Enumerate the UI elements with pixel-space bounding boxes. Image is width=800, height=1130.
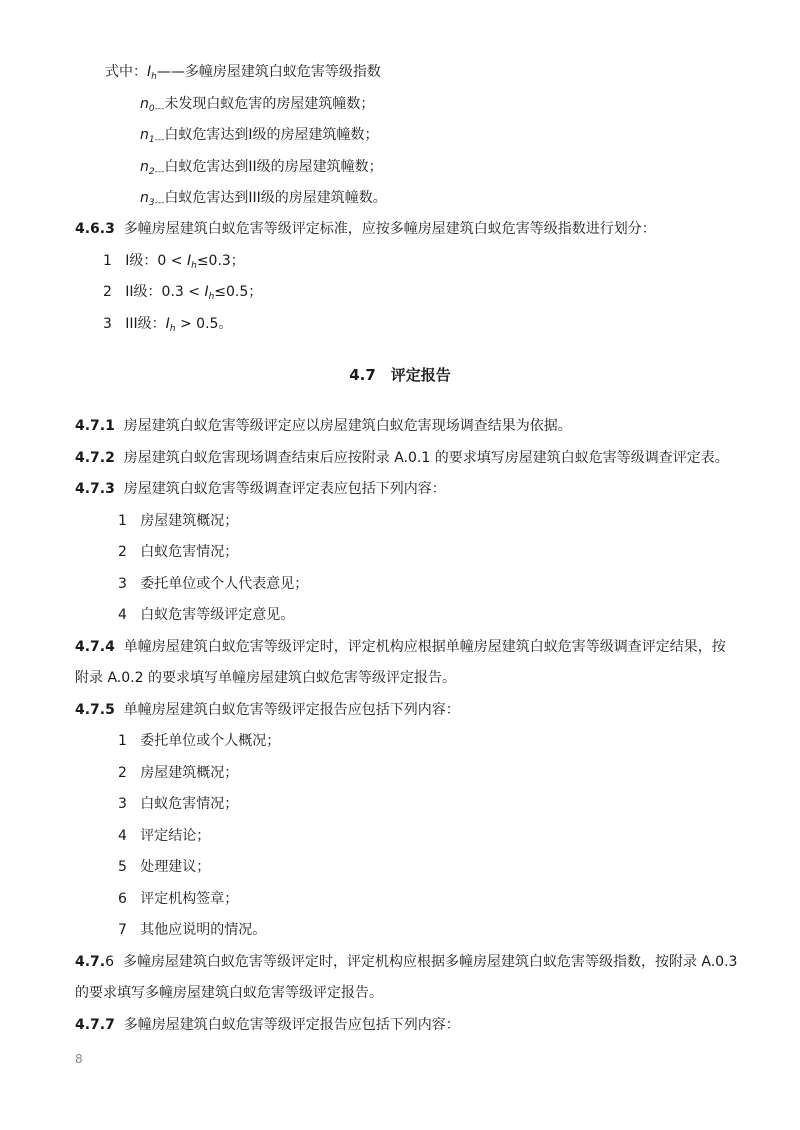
clause-number: 4.7.4 <box>75 639 115 655</box>
item-number: 4 <box>118 607 127 623</box>
clause-text: 房屋建筑白蚁危害等级评定应以房屋建筑白蚁危害现场调查结果为依据。 <box>123 418 572 434</box>
grade-item-1 <box>103 251 245 276</box>
item-text: III级： <box>125 316 166 332</box>
clause-text: 多幢房屋建筑白蚁危害等级评定报告应包括下列内容： <box>123 1017 460 1033</box>
legend-ih-desc: ——多幢房屋建筑白蚁危害等级指数 <box>156 64 381 80</box>
item-text: 委托单位或个人概况； <box>140 733 281 749</box>
item-text: 房屋建筑概况； <box>140 513 239 529</box>
item-text: 评定结论； <box>140 828 211 844</box>
legend-n2-desc: 白蚁危害达到II级的房屋建筑幢数； <box>164 159 383 175</box>
clause-text: 房屋建筑白蚁危害现场调查结束后应按附录 A.0.1 的要求填写房屋建筑白蚁危害等级调查评定表。 <box>123 450 729 466</box>
list-item <box>118 605 294 625</box>
list-item <box>118 574 308 594</box>
symbol-I: I <box>147 64 152 80</box>
item-number: 1 <box>103 253 112 269</box>
grade-item-2 <box>103 282 262 307</box>
legend-n3-desc: 白蚁危害达到III级的房屋建筑幢数。 <box>164 190 387 206</box>
item-number: 6 <box>118 891 127 907</box>
legend-n1 <box>140 125 379 150</box>
list-item <box>118 889 238 909</box>
clause-4-7-2 <box>75 448 729 468</box>
item-text: ≤0.5； <box>214 284 263 300</box>
clause-number: 4.7.1 <box>75 418 115 434</box>
symbol-sub: h <box>191 261 197 271</box>
symbol-sub: h <box>151 72 157 82</box>
list-item <box>118 794 238 814</box>
symbol-n: n <box>140 96 149 112</box>
item-text: 白蚁危害等级评定意见。 <box>140 607 295 623</box>
clause-number: 4.7. <box>75 954 106 970</box>
symbol-n: n <box>140 190 149 206</box>
item-number: 4 <box>118 828 127 844</box>
item-number: 7 <box>118 922 127 938</box>
list-item <box>118 920 266 940</box>
item-text: 房屋建筑概况； <box>140 765 239 781</box>
clause-number-rest: 6 <box>105 954 115 970</box>
item-text: 评定机构签章； <box>140 891 239 907</box>
clause-4-7-4-cont: 附录 A.0.2 的要求填写单幢房屋建筑白蚁危害等级评定报告。 <box>75 670 456 686</box>
list-item <box>118 826 210 846</box>
item-number: 2 <box>118 544 127 560</box>
legend-dash: --- <box>154 104 165 114</box>
legend-ih <box>105 62 381 87</box>
clause-number: 4.7.3 <box>75 481 115 497</box>
legend-n2 <box>140 157 383 182</box>
symbol-sub: 0 <box>148 104 155 114</box>
symbol-I: I <box>165 316 170 332</box>
symbol-n: n <box>140 159 149 175</box>
item-text: 处理建议； <box>140 859 211 875</box>
symbol-I: I <box>204 284 209 300</box>
clause-4-6-3 <box>75 219 656 239</box>
item-text: 委托单位或个人代表意见； <box>140 576 309 592</box>
clause-4-7-7 <box>75 1015 460 1035</box>
grade-item-3 <box>103 314 232 339</box>
item-number: 1 <box>118 513 127 529</box>
legend-dash: --- <box>154 167 165 177</box>
item-text: > 0.5。 <box>175 316 233 332</box>
item-text: 白蚁危害情况； <box>140 544 239 560</box>
legend-n0 <box>140 94 374 119</box>
list-item <box>118 511 238 531</box>
item-number: 5 <box>118 859 127 875</box>
symbol-sub: 2 <box>148 167 155 177</box>
clause-4-7-6-cont: 的要求填写多幢房屋建筑白蚁危害等级评定报告。 <box>75 985 383 1001</box>
clause-4-7-1 <box>75 416 572 436</box>
clause-4-7-4 <box>75 637 726 657</box>
clause-text: 单幢房屋建筑白蚁危害等级评定时，评定机构应根据单幢房屋建筑白蚁危害等级调查评定结果，按 <box>123 639 726 655</box>
page-number: 8 <box>75 1052 83 1066</box>
item-number: 1 <box>118 733 127 749</box>
clause-text: 房屋建筑白蚁危害等级调查评定表应包括下列内容： <box>123 481 446 497</box>
item-number: 3 <box>118 796 127 812</box>
item-text: I级：0 < <box>125 253 187 269</box>
legend-dash: --- <box>154 198 165 208</box>
legend-prefix: 式中： <box>105 64 147 80</box>
symbol-n: n <box>140 127 149 143</box>
item-number: 3 <box>118 576 127 592</box>
clause-text: 单幢房屋建筑白蚁危害等级评定报告应包括下列内容： <box>123 702 460 718</box>
legend-n0-desc: 未发现白蚁危害的房屋建筑幢数； <box>164 96 375 112</box>
clause-number: 4.6.3 <box>75 221 115 237</box>
legend-dash: --- <box>154 135 165 145</box>
symbol-sub: h <box>208 292 215 302</box>
list-item <box>118 857 210 877</box>
item-number: 3 <box>103 316 112 332</box>
clause-number: 4.7.7 <box>75 1017 115 1033</box>
clause-number: 4.7.5 <box>75 702 115 718</box>
symbol-I: I <box>186 253 192 269</box>
list-item <box>118 731 280 751</box>
symbol-sub: 3 <box>148 198 155 208</box>
list-item <box>118 763 238 783</box>
clause-4-7-6 <box>75 952 737 972</box>
item-text: 其他应说明的情况。 <box>140 922 267 938</box>
item-text: ≤0.3； <box>196 253 245 269</box>
legend-n1-desc: 白蚁危害达到I级的房屋建筑幢数； <box>164 127 379 143</box>
symbol-sub: 1 <box>148 135 155 145</box>
symbol-sub: h <box>169 324 176 334</box>
item-number: 2 <box>118 765 127 781</box>
list-item <box>118 542 238 562</box>
clause-4-7-5 <box>75 700 460 720</box>
item-number: 2 <box>103 284 112 300</box>
legend-n3 <box>140 188 387 213</box>
clause-number: 4.7.2 <box>75 450 115 466</box>
item-text: II级：0.3 < <box>125 284 205 300</box>
clause-4-7-3 <box>75 479 446 499</box>
item-text: 白蚁危害情况； <box>140 796 239 812</box>
clause-text: 多幢房屋建筑白蚁危害等级评定标准，应按多幢房屋建筑白蚁危害等级指数进行划分： <box>123 221 656 237</box>
section-title: 4.7 评定报告 <box>349 366 451 384</box>
clause-text: 多幢房屋建筑白蚁危害等级评定时，评定机构应根据多幢房屋建筑白蚁危害等级指数，按附录 A.0.3 <box>122 954 738 970</box>
